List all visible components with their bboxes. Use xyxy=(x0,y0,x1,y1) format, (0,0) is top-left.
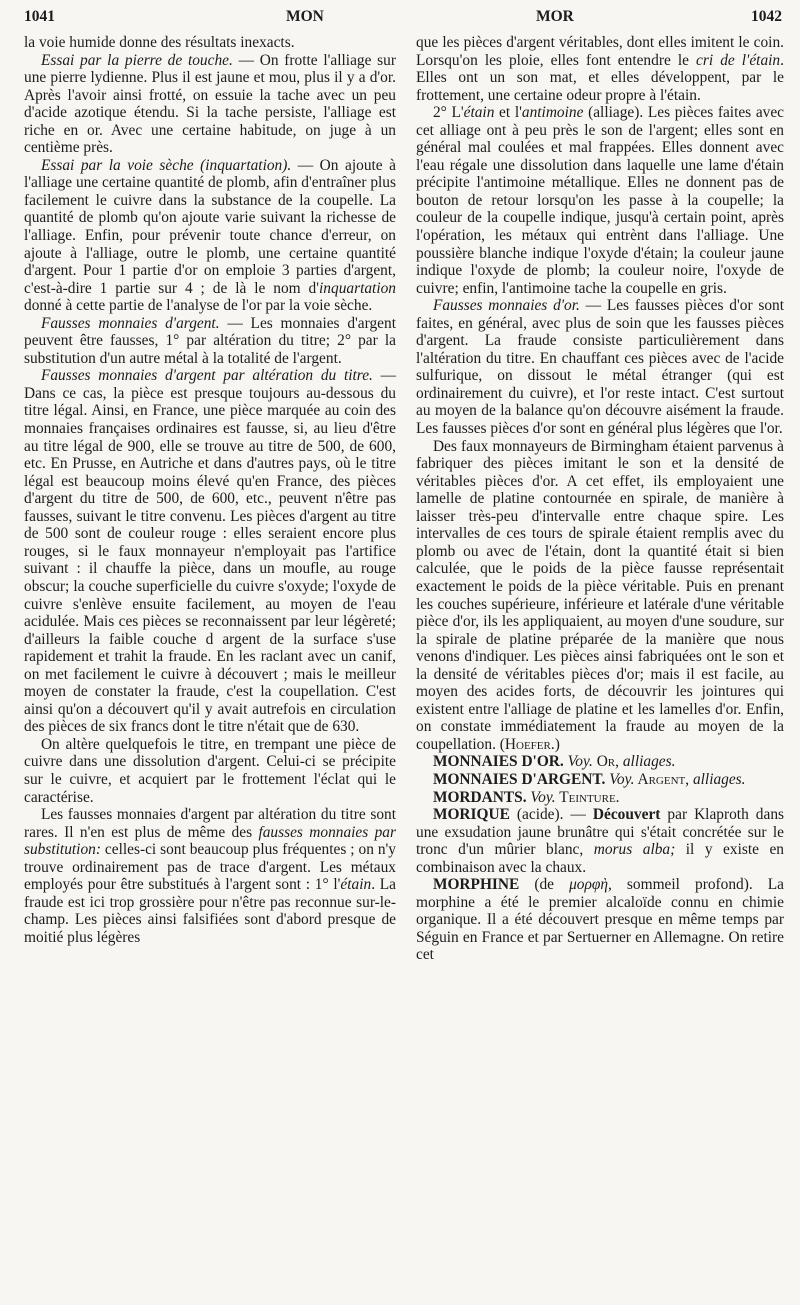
paragraph xyxy=(416,297,784,437)
paragraph xyxy=(24,34,396,52)
text-run: MONNAIES D'OR. xyxy=(432,753,564,771)
text-run: μορφὴ, xyxy=(569,876,612,894)
dictionary-entry xyxy=(416,753,784,771)
text-run: fausses monnaies par substitution: xyxy=(24,823,396,859)
right-running-head: MOR xyxy=(536,8,574,25)
text-run: — Dans ce cas, la pièce est presque toujours au-dessous du titre légal. Ainsi, en France, une pièce marquée au coin des monnaies françaises ordinaires est fausse, si, au lieu d'être au titre légal de 900, elle se trouve au titre de 500, de 600, etc. En Prusse, en Autriche et dans d'autres pays, où le titre légal est beaucoup moins élevé qu'en France, des pièces d'argent du titre de 500, de 600, etc., peuvent n'être pas fausses, suivant le titre convenu. Les pièces d'argent au titre de 500 sont de couleur rouge : elles seraient encore plus rouges, si le faux monnayeur n'employait pas l'artifice suivant : il chauffe la pièce, dans un moufle, au rouge obscur; la couche superficielle du cuivre s'oxyde; l'oxyde de cuivre s'enlève ensuite facilement, au moyen de l'eau acidulée. Mais ces pièces se reconnaissent par leur légèreté; d'ailleurs la faible couche d argent de la surface s'use rapidement et trahit la fraude. En les raclant avec un canif, on met facilement le cuivre à découvert ; mais le meilleur moyen de constater la fraude, c'est la coupellation. C'est ainsi qu'on a découvert qu'il y avait autrefois en circulation des pièces de six francs dont le titre n'était que de 630. xyxy=(24,367,396,736)
text-run: la voie humide donne des résultats inexacts. xyxy=(24,34,295,51)
text-run: Voy. xyxy=(563,753,593,771)
text-run: alliages. xyxy=(619,753,676,771)
text-run: MORPHINE xyxy=(432,876,520,894)
text-run: Les fausses monnaies d'argent par altération du titre sont rares. Il n'en est plus de même des xyxy=(24,806,396,841)
dictionary-entry xyxy=(416,789,784,807)
paragraph xyxy=(24,315,396,368)
text-run: sommeil profond). La morphine a été le premier alcaloïde connu en chimie organique. Il a été découvert presque en même temps par Séguin en France et par Sertuerner en Allemagne. On retire cet xyxy=(416,876,784,964)
text-run: MORDANTS. xyxy=(432,788,527,806)
text-run: . La fraude est ici trop grossière pour n'être pas reconnue sur-le-champ. Les pièces ainsi falsifiées sont d'abord presque de moitié plus légères xyxy=(24,876,396,946)
text-run: — Les fausses pièces d'or sont faites, en général, avec plus de soin que les fausses pièces d'argent. La fraude consiste particulièrement dans l'altération du titre. En chauffant ces pièces avec de l'acide sulfurique, on dissout le métal étranger (qui est ordinairement du cuivre), et l'or reste intact. C'est surtout au moyen de la balance qu'on découvre aisément la fraude. Les fausses pièces d'or sont en général plus légères que l'or. xyxy=(416,297,784,438)
text-run: Voy. xyxy=(605,770,635,788)
text-run: — On ajoute à l'alliage une certaine quantité de plomb, afin d'entraîner plus facilement le cuivre dans la substance de la coupelle. La quantité de plomb qu'on ajoute varie suivant la richesse de l'alliage. Enfin, pour prévenir toute chance d'erreur, on ajoute à l'alliage, outre le plomb, une certaine quantité d'argent. Pour 1 partie d'or on emploie 3 parties d'argent, c'est-à-dire 1 partie sur 4 ; de là le nom d' xyxy=(24,156,397,297)
text-run: Hoefer. xyxy=(504,735,555,753)
text-run: . Elles ont un son mat, et elles développent, par le frottement, une certaine odeur propre à l'étain. xyxy=(416,51,784,104)
paragraph xyxy=(24,52,396,157)
text-run: Des faux monnayeurs de Birmingham étaient parvenus à fabriquer des pièces imitant le son et la densité de véritables pièces d'or. A cet effet, ils employaient une lamelle de platine contournée en spirale, de manière à laisser très-peu d'intervalle entre chaque spire. Les intervalles de ces tours de spirale étaient remplis avec du plomb ou avec de l'étain, dont la quantité était si bien calculée, que le poids de la pièce fausse représentait exactement le poids de la pièce véritable. Puis en prenant les couches supérieure, inférieure et latérale d'une véritable pièce d'or, ils les appliquaient, au moyen d'une soudure, sur la spirale de platine préparée de la manière que nous venons d'indiquer. Les pièces ainsi fabriquées ont le son et la densité de véritables pièces d'or; mais il est facile, au moyen des acides forts, de découvrir les jointures qui existent entre l'alliage de platine et les lamelles d'or. Enfin, on constate immédiatement la fraude au moyen de la coupellation. ( xyxy=(416,437,784,753)
paragraph xyxy=(24,806,396,946)
text-run: et l' xyxy=(494,104,522,122)
text-run: antimoine xyxy=(521,104,584,122)
paragraph xyxy=(416,104,784,297)
text-run: ) xyxy=(554,735,560,753)
text-run: celles-ci sont beaucoup plus fréquentes ; on n'y trouve ordinairement pas de trace d'argent. Les métaux employés pour être substitués à l'argent sont : 1° l' xyxy=(24,841,396,894)
text-run: cri de l'étain xyxy=(696,51,781,69)
page-header xyxy=(24,8,782,30)
text-run: alliages. xyxy=(689,770,746,788)
text-run: MONNAIES D'ARGENT. xyxy=(432,770,606,788)
text-run: 2° L' xyxy=(432,104,464,122)
text-run: il y existe en combinaison avec la chaux. xyxy=(416,841,784,876)
dictionary-entry xyxy=(416,806,784,876)
text-run: — Les monnaies d'argent peuvent être fausses, 1° par altération du titre; 2° par la substitution d'un autre métal à la totalité de l'argent. xyxy=(24,314,396,367)
paragraph xyxy=(416,438,784,754)
text-run: Teinture. xyxy=(555,788,620,806)
text-run: (de xyxy=(519,876,570,894)
paragraph xyxy=(24,157,396,315)
paragraph xyxy=(24,367,396,735)
text-run: (alliage). Les pièces faites avec cet alliage ont à peu près le son de l'argent; elles sont en général mal coulées et mal frappées. Elles donnent avec l'eau régale une dissolution dans laquelle une lame d'étain précipite l'antimoine métallique. Elles ne donnent pas de bouton de retour lorsqu'on les passe à la coupelle; la couleur de la coupelle indique, jusqu'à certain point, après l'opération, les métaux qui entrènt dans l'alliage. Une poussière blanche indique l'oxyde d'étain; la couleur jaune indique l'oxyde de plomb; la couleur noire, l'oxyde de cuivre; enfin, l'antimoine tache la coupelle en gris. xyxy=(416,104,785,297)
text-run: Or, xyxy=(592,753,619,771)
right-column xyxy=(416,34,784,964)
text-run: — On frotte l'alliage sur une pierre lydienne. Plus il est jaune et mou, plus il y a d'or. Après l'avoir ainsi frotté, on essuie la tache avec un peu d'acide azotique étendu. Si la tache persiste, l'alliage est riche en or. Avec une certaine habitude, on juge à un centième près. xyxy=(24,51,396,157)
text-run: Fausses monnaies d'or. xyxy=(432,297,580,315)
text-run: étain xyxy=(463,104,495,122)
text-run: Essai par la voie sèche (inquartation). xyxy=(40,156,292,174)
text-run: par Klaproth dans une exsudation jaune brunâtre qui s'était concrétée sur le tronc d'un mûrier blanc, xyxy=(416,806,784,859)
text-run: inquartation xyxy=(319,279,396,297)
text-run: morus alba; xyxy=(593,841,676,859)
dictionary-entry xyxy=(416,771,784,789)
paragraph xyxy=(416,34,784,104)
left-column xyxy=(24,34,396,946)
text-run: Fausses monnaies d'argent par altération du titre. xyxy=(40,367,373,385)
text-run: Argent, xyxy=(634,770,690,788)
dictionary-entry xyxy=(416,876,784,964)
text-run: MORIQUE xyxy=(432,806,510,824)
text-run: Voy. xyxy=(526,788,556,806)
text-run: que les pièces d'argent véritables, dont elles imitent le coin. Lorsqu'on les ploie, elles font entendre le xyxy=(416,34,784,69)
text-run: (acide). — xyxy=(509,806,593,824)
left-running-head: MON xyxy=(286,8,324,25)
text-run: Fausses monnaies d'argent. xyxy=(40,314,220,332)
paragraph xyxy=(24,736,396,806)
right-page-number: 1042 xyxy=(751,8,782,25)
text-run: donné à cette partie de l'analyse de l'or par la voie sèche. xyxy=(24,297,373,315)
text-run: On altère quelquefois le titre, en trempant une pièce de cuivre dans une dissolution d'argent. Celui-ci se précipite sur le cuivre, et acquiert par le frottement l'éclat qui le caractérise. xyxy=(24,735,396,806)
left-page-number: 1041 xyxy=(24,8,55,25)
text-run: Essai par la pierre de touche. xyxy=(40,51,233,69)
text-run: étain xyxy=(340,876,372,894)
text-run: Découvert xyxy=(592,806,661,824)
